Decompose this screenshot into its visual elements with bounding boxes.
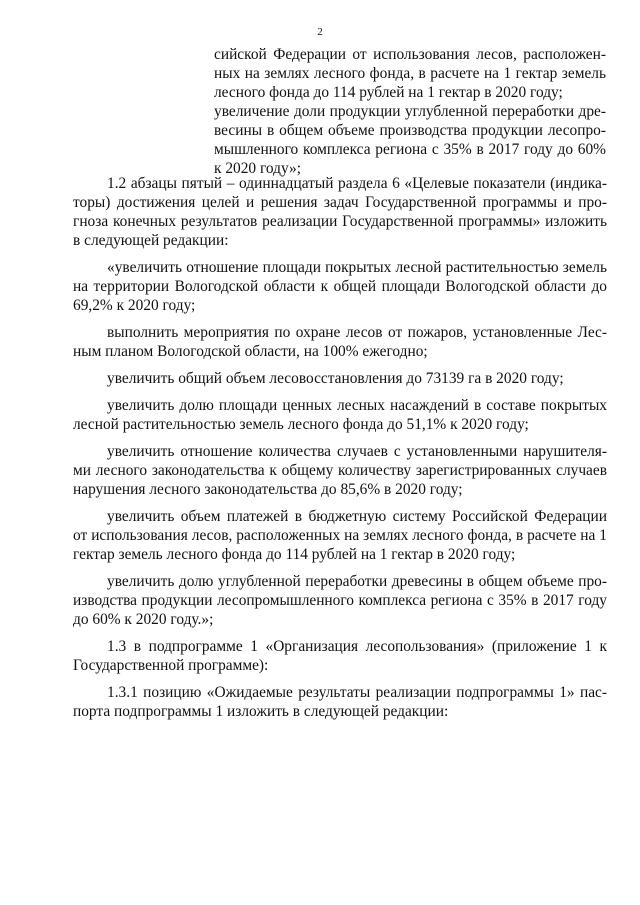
page-number: 2 (317, 26, 323, 38)
paragraph-line: увеличить долю углубленной переработки древесины в общем объеме про- (107, 573, 607, 590)
paragraph-line: увеличить общий объем лесовосстановления до 73139 га в 2020 году; (107, 370, 564, 387)
paragraph-line: от использования лесов, расположенных на землях лесного фонда, в расчете на 1 (73, 527, 607, 544)
quote-block (214, 45, 606, 178)
paragraph-line: 69,2% к 2020 году; (73, 297, 196, 314)
paragraph-fire-protection (73, 323, 607, 361)
paragraph-1-3-1 (73, 683, 607, 721)
paragraph-valuable-stands (73, 396, 607, 434)
paragraph-line: порта подпрограммы 1 изложить в следующей редакции: (73, 703, 449, 720)
paragraph-1-3 (73, 637, 607, 675)
quote-line: к 2020 году»; (214, 160, 302, 177)
paragraph-line: «увеличить отношение площади покрытых лесной растительностью земель (107, 259, 607, 276)
paragraph-violations (73, 442, 607, 499)
paragraph-line: Государственной программе): (73, 657, 269, 674)
paragraph-line: гноза конечных результатов реализации Государственной программы» изложить (73, 213, 607, 230)
quote-line: сийской Федерации от использования лесов, расположен- (214, 46, 606, 63)
paragraph-line: 1.3.1 позицию «Ожидаемые результаты реализации подпрограммы 1» пас- (107, 684, 607, 701)
paragraph-line: увеличить долю площади ценных лесных насаждений в составе покрытых (107, 397, 607, 414)
quote-line: ных на землях лесного фонда, в расчете на 1 гектар земель (214, 65, 606, 82)
paragraph-line: гектар земель лесного фонда до 114 рублей на 1 гектар в 2020 году; (73, 546, 516, 563)
paragraph-line: до 60% к 2020 году.»; (73, 611, 214, 628)
paragraph-line: выполнить мероприятия по охране лесов от пожаров, установленные Лес- (107, 324, 607, 341)
document-body (73, 174, 607, 721)
paragraph-reforestation (73, 369, 607, 388)
paragraph-line: изводства продукции лесопромышленного комплекса региона с 35% в 2017 году (73, 592, 607, 609)
paragraph-payments (73, 507, 607, 564)
quote-line: увеличение доли продукции углубленной переработки дре- (214, 103, 606, 120)
quote-line: мышленного комплекса региона с 35% в 2017 году до 60% (214, 141, 606, 158)
paragraph-line: увеличить отношение количества случаев с установленными нарушителя- (107, 443, 607, 460)
paragraph-line: ным планом Вологодской области, на 100% ежегодно; (73, 343, 428, 360)
paragraph-line: лесной растительностью земель лесного фонда до 51,1% к 2020 году; (73, 416, 529, 433)
paragraph-line: увеличить объем платежей в бюджетную систему Российской Федерации (107, 508, 607, 525)
paragraph-line: 1.2 абзацы пятый – одиннадцатый раздела 6 «Целевые показатели (индика- (107, 175, 607, 192)
paragraph-line: в следующей редакции: (73, 232, 229, 249)
paragraph-line: ми лесного законодательства к общему количеству зарегистрированных случаев (73, 462, 607, 479)
paragraph-line: нарушения лесного законодательства до 85,6% в 2020 году; (73, 481, 463, 498)
quote-line: весины в общем объеме производства продукции лесопро- (214, 122, 606, 139)
paragraph-line: торы) достижения целей и решения задач Государственной программы и про- (73, 194, 607, 211)
paragraph-line: на территории Вологодской области к общей площади Вологодской области до (73, 278, 607, 295)
quote-line: лесного фонда до 114 рублей на 1 гектар в 2020 году; (214, 84, 563, 101)
paragraph-forest-cover (73, 258, 607, 315)
paragraph-1-2 (73, 174, 607, 250)
paragraph-wood-processing (73, 572, 607, 629)
paragraph-line: 1.3 в подпрограмме 1 «Организация лесопользования» (приложение 1 к (107, 638, 607, 655)
